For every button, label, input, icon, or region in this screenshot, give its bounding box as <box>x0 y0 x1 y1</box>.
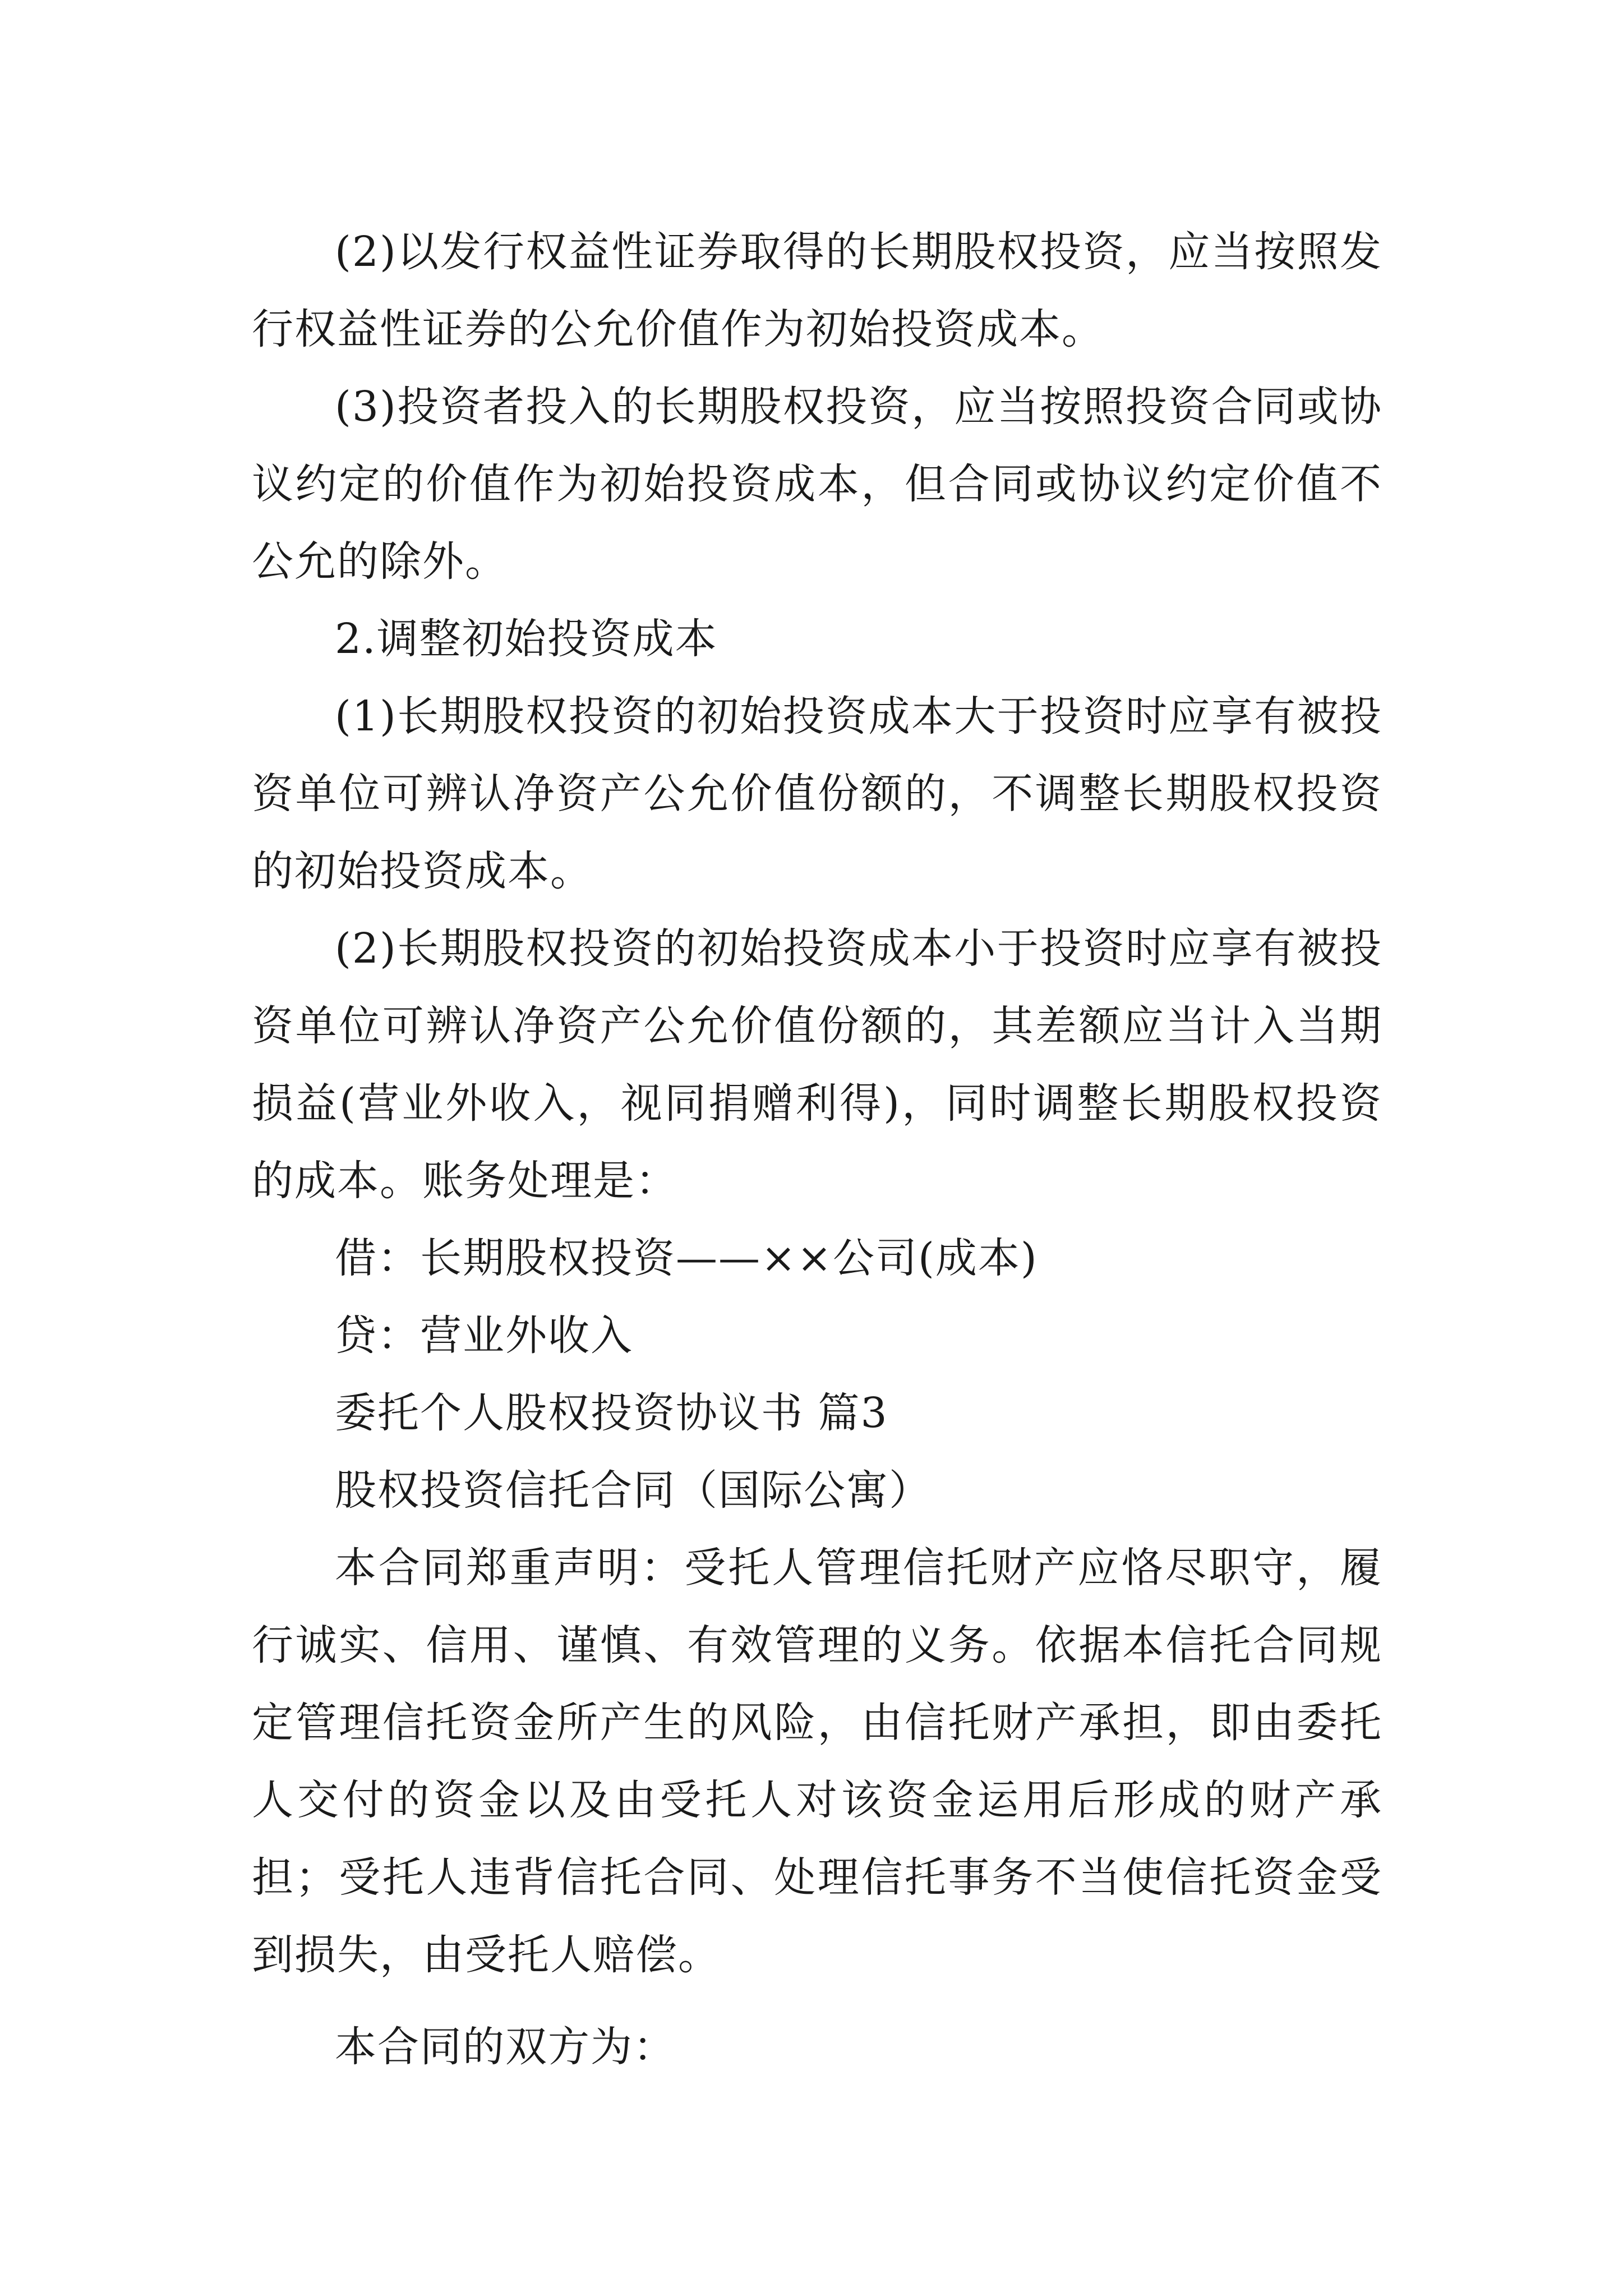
document-body <box>252 213 1382 2086</box>
journal-entry-credit: 贷：营业外收入 <box>335 1312 633 1360</box>
journal-entry-debit: 借：长期股权投资——××公司(成本) <box>335 1234 1038 1282</box>
article-title: 委托个人股权投资协议书 篇3 <box>335 1389 888 1437</box>
paragraph-contract-statement: 本合同郑重声明：受托人管理信托财产应恪尽职守，履行诚实、信用、谨慎、有效管理的义务。依据本信托合同规定管理信托资金所产生的风险，由信托财产承担，即由委托人交付的资金以及由受托人对该资金运用后形成的财产承担；受托人违背信托合同、处理信托事务不当使信托资金受到损失，由受托人赔偿。 <box>252 1544 1382 1979</box>
paragraph-equity-securities: (2)以发行权益性证券取得的长期股权投资，应当按照发行权益性证券的公允价值作为初始投资成本。 <box>252 228 1382 353</box>
contract-title: 股权投资信托合同（国际公寓） <box>335 1466 932 1515</box>
paragraph-investor-contribution: (3)投资者投入的长期股权投资，应当按照投资合同或协议约定的价值作为初始投资成本，但合同或协议约定价值不公允的除外。 <box>252 383 1382 586</box>
section-heading-adjust-cost: 2.调整初始投资成本 <box>335 615 718 663</box>
paragraph-cost-less: (2)长期股权投资的初始投资成本小于投资时应享有被投资单位可辨认净资产公允价值份额的，其差额应当计入当期损益(营业外收入，视同捐赠利得)，同时调整长期股权投资的成本。账务处理是： <box>252 924 1382 1205</box>
paragraph-contract-parties: 本合同的双方为： <box>335 2023 676 2071</box>
paragraph-cost-greater: (1)长期股权投资的初始投资成本大于投资时应享有被投资单位可辨认净资产公允价值份额的，不调整长期股权投资的初始投资成本。 <box>252 692 1382 895</box>
